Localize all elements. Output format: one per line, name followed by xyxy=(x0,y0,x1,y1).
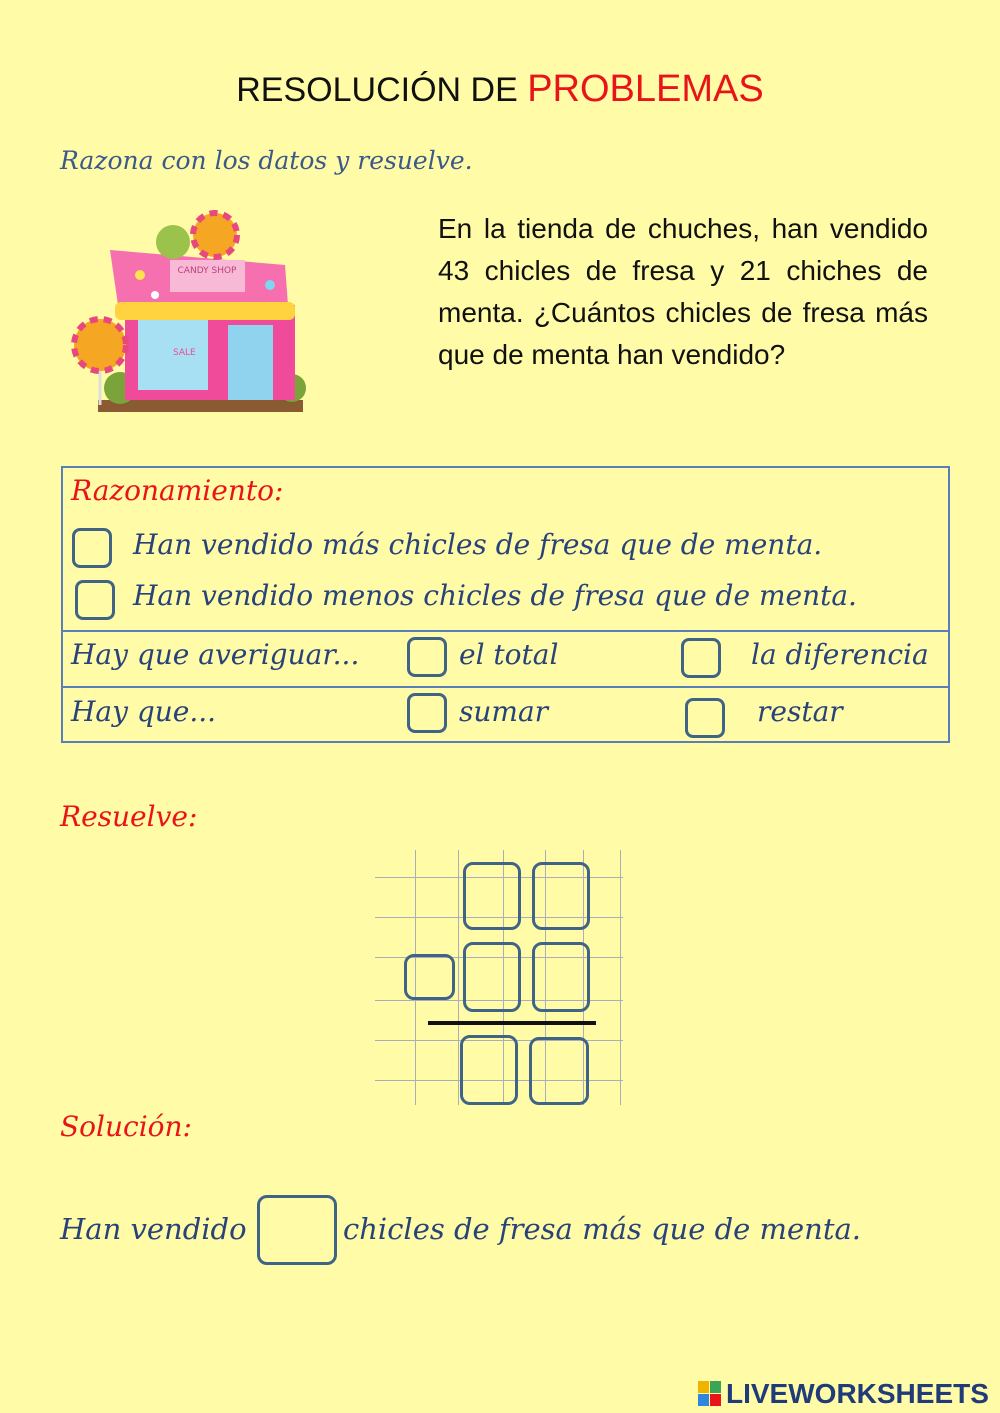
lollipop-left xyxy=(74,319,126,371)
problem-statement: En la tienda de chuches, han vendido 43 chicles de fresa y 21 chiches de menta. ¿Cuántos chicles de fresa más que de menta han vendido? xyxy=(438,213,928,370)
window-text: SALE xyxy=(173,348,196,358)
checkbox-more[interactable] xyxy=(72,528,112,568)
solve-heading: Resuelve: xyxy=(60,800,198,833)
solution-heading: Solución: xyxy=(60,1110,192,1143)
title-part-2: PROBLEMAS xyxy=(527,68,764,110)
page-title xyxy=(0,68,1000,111)
title-part-1: RESOLUCIÓN DE xyxy=(236,71,518,109)
option-less-label: Han vendido menos chicles de fresa que de menta. xyxy=(133,579,857,612)
shop-sign xyxy=(170,260,245,292)
checkbox-less[interactable] xyxy=(75,580,115,620)
lollipop-top xyxy=(193,213,237,257)
minuend-tens-input[interactable] xyxy=(463,862,521,930)
solution-text-before: Han vendido xyxy=(60,1212,247,1246)
checkbox-difference[interactable] xyxy=(681,638,721,678)
minuend-units-input[interactable] xyxy=(532,862,590,930)
operation-add-label: sumar xyxy=(459,695,549,728)
shop-door xyxy=(228,325,273,400)
brand-icon xyxy=(698,1381,722,1407)
result-line xyxy=(428,1021,596,1025)
shop-awning xyxy=(115,302,295,320)
result-tens-input[interactable] xyxy=(460,1035,518,1105)
green-candy xyxy=(156,225,190,259)
table-divider xyxy=(63,686,948,688)
sign-text: CANDY SHOP xyxy=(177,266,237,276)
subtrahend-tens-input[interactable] xyxy=(463,942,521,1012)
brand-logo xyxy=(698,1378,989,1410)
solution-sentence xyxy=(60,1212,247,1246)
operator-sign-input[interactable] xyxy=(404,954,455,1000)
subtrahend-units-input[interactable] xyxy=(532,942,590,1012)
ground-shape xyxy=(98,400,303,412)
solution-answer-input[interactable] xyxy=(257,1195,337,1265)
brand-text: LIVEWORKSHEETS xyxy=(726,1378,989,1409)
operation-subtract-label: restar xyxy=(757,695,843,728)
find-label: Hay que averiguar... xyxy=(71,638,360,671)
reasoning-table xyxy=(61,466,950,743)
find-total-label: el total xyxy=(459,638,559,671)
checkbox-total[interactable] xyxy=(407,637,447,677)
option-more-label: Han vendido más chicles de fresa que de menta. xyxy=(133,528,823,561)
instruction-text: Razona con los datos y resuelve. xyxy=(60,146,473,175)
reasoning-heading: Razonamiento: xyxy=(71,474,284,507)
operation-label: Hay que... xyxy=(71,695,217,728)
candy-shop-illustration xyxy=(70,210,310,420)
table-divider xyxy=(63,630,948,632)
result-units-input[interactable] xyxy=(529,1037,589,1105)
solution-text-after: chicles de fresa más que de menta. xyxy=(343,1212,862,1246)
find-difference-label: la diferencia xyxy=(751,638,929,671)
operation-grid xyxy=(375,850,623,1105)
checkbox-add[interactable] xyxy=(407,693,447,733)
checkbox-subtract[interactable] xyxy=(685,698,725,738)
